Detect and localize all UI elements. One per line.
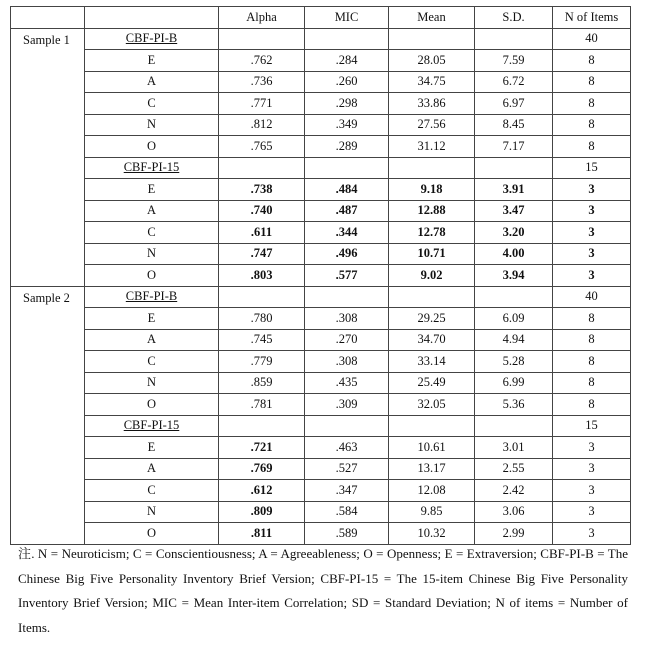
mean-cell: 12.08 (389, 480, 475, 502)
mic-cell: .487 (305, 200, 389, 222)
factor-cell: C (85, 351, 219, 373)
mic-cell: .484 (305, 179, 389, 201)
version-n-items: 15 (553, 415, 631, 437)
header-blank-2 (85, 7, 219, 29)
alpha-cell: .811 (219, 523, 305, 545)
n-cell: 3 (553, 222, 631, 244)
version-row (11, 157, 631, 179)
mic-cell: .584 (305, 501, 389, 523)
alpha-cell: .780 (219, 308, 305, 330)
n-cell: 8 (553, 351, 631, 373)
reliability-table (10, 6, 631, 545)
mean-cell: 9.85 (389, 501, 475, 523)
version-n-items: 40 (553, 286, 631, 308)
note-text: 注. N = Neuroticism; C = Conscientiousness; A = Agreeableness; O = Openness; E = Extraversion; CBF-PI-B = The Chinese Big Five Personality Inventory Brief Version; CBF-PI-15 = The 15-item Chinese Big Five Personality Inventory Brief Version; MIC = Mean Inter-item Correlation; SD = Standard Deviation; N of items = Number of Items. (18, 546, 628, 635)
sd-cell: 3.91 (475, 179, 553, 201)
factor-cell: C (85, 480, 219, 502)
mean-cell: 33.14 (389, 351, 475, 373)
alpha-cell: .740 (219, 200, 305, 222)
table-row (11, 265, 631, 287)
factor-cell: E (85, 308, 219, 330)
version-name: CBF-PI-B (85, 28, 219, 50)
blank-cell (305, 157, 389, 179)
factor-cell: A (85, 71, 219, 93)
blank-cell (389, 286, 475, 308)
sd-cell: 7.17 (475, 136, 553, 158)
sd-cell: 2.55 (475, 458, 553, 480)
n-cell: 8 (553, 93, 631, 115)
n-cell: 3 (553, 480, 631, 502)
alpha-cell: .765 (219, 136, 305, 158)
sd-cell: 4.00 (475, 243, 553, 265)
mean-cell: 34.75 (389, 71, 475, 93)
alpha-cell: .803 (219, 265, 305, 287)
n-cell: 3 (553, 179, 631, 201)
factor-cell: O (85, 136, 219, 158)
factor-cell: A (85, 329, 219, 351)
sd-cell: 3.47 (475, 200, 553, 222)
mic-cell: .344 (305, 222, 389, 244)
table-row (11, 480, 631, 502)
table-row (11, 458, 631, 480)
alpha-cell: .781 (219, 394, 305, 416)
blank-cell (475, 157, 553, 179)
table-row (11, 136, 631, 158)
sd-cell: 6.72 (475, 71, 553, 93)
sd-cell: 5.28 (475, 351, 553, 373)
version-name: CBF-PI-B (85, 286, 219, 308)
mic-cell: .349 (305, 114, 389, 136)
alpha-cell: .612 (219, 480, 305, 502)
mean-cell: 12.88 (389, 200, 475, 222)
table-row (11, 200, 631, 222)
factor-cell: C (85, 93, 219, 115)
table-row (11, 50, 631, 72)
sd-cell: 2.42 (475, 480, 553, 502)
alpha-cell: .809 (219, 501, 305, 523)
table-row (11, 114, 631, 136)
mic-cell: .289 (305, 136, 389, 158)
factor-cell: O (85, 523, 219, 545)
factor-cell: E (85, 437, 219, 459)
factor-cell: C (85, 222, 219, 244)
alpha-cell: .736 (219, 71, 305, 93)
n-cell: 3 (553, 437, 631, 459)
table-row (11, 394, 631, 416)
mean-cell: 10.61 (389, 437, 475, 459)
sd-cell: 2.99 (475, 523, 553, 545)
factor-cell: O (85, 265, 219, 287)
version-row (11, 286, 631, 308)
mic-cell: .589 (305, 523, 389, 545)
mean-cell: 28.05 (389, 50, 475, 72)
n-cell: 8 (553, 71, 631, 93)
n-cell: 8 (553, 329, 631, 351)
blank-cell (219, 157, 305, 179)
mic-cell: .309 (305, 394, 389, 416)
header-alpha: Alpha (219, 7, 305, 29)
blank-cell (305, 415, 389, 437)
alpha-cell: .771 (219, 93, 305, 115)
version-name: CBF-PI-15 (85, 157, 219, 179)
mean-cell: 10.71 (389, 243, 475, 265)
mean-cell: 32.05 (389, 394, 475, 416)
header-mean: Mean (389, 7, 475, 29)
alpha-cell: .859 (219, 372, 305, 394)
sd-cell: 6.99 (475, 372, 553, 394)
mic-cell: .577 (305, 265, 389, 287)
alpha-cell: .611 (219, 222, 305, 244)
factor-cell: N (85, 372, 219, 394)
mic-cell: .347 (305, 480, 389, 502)
alpha-cell: .779 (219, 351, 305, 373)
mean-cell: 33.86 (389, 93, 475, 115)
mic-cell: .298 (305, 93, 389, 115)
reliability-table-frame (10, 6, 630, 545)
sd-cell: 3.06 (475, 501, 553, 523)
n-cell: 8 (553, 394, 631, 416)
mean-cell: 10.32 (389, 523, 475, 545)
factor-cell: N (85, 243, 219, 265)
n-cell: 8 (553, 50, 631, 72)
mean-cell: 9.02 (389, 265, 475, 287)
sd-cell: 8.45 (475, 114, 553, 136)
blank-cell (389, 415, 475, 437)
n-cell: 3 (553, 501, 631, 523)
mean-cell: 12.78 (389, 222, 475, 244)
n-cell: 3 (553, 458, 631, 480)
alpha-cell: .747 (219, 243, 305, 265)
blank-cell (389, 28, 475, 50)
factor-cell: A (85, 200, 219, 222)
sd-cell: 5.36 (475, 394, 553, 416)
mean-cell: 13.17 (389, 458, 475, 480)
blank-cell (475, 286, 553, 308)
mean-cell: 25.49 (389, 372, 475, 394)
alpha-cell: .762 (219, 50, 305, 72)
blank-cell (389, 157, 475, 179)
mean-cell: 27.56 (389, 114, 475, 136)
mic-cell: .463 (305, 437, 389, 459)
alpha-cell: .721 (219, 437, 305, 459)
header-row (11, 7, 631, 29)
table-row (11, 179, 631, 201)
factor-cell: E (85, 179, 219, 201)
factor-cell: N (85, 501, 219, 523)
n-cell: 8 (553, 372, 631, 394)
table-row (11, 308, 631, 330)
mean-cell: 9.18 (389, 179, 475, 201)
blank-cell (219, 28, 305, 50)
n-cell: 3 (553, 243, 631, 265)
table-note (18, 542, 628, 640)
table-row (11, 243, 631, 265)
table-row (11, 222, 631, 244)
alpha-cell: .769 (219, 458, 305, 480)
version-name: CBF-PI-15 (85, 415, 219, 437)
table-row (11, 372, 631, 394)
table-row (11, 71, 631, 93)
sd-cell: 4.94 (475, 329, 553, 351)
mic-cell: .435 (305, 372, 389, 394)
sample-label: Sample 2 (11, 286, 85, 544)
sd-cell: 3.20 (475, 222, 553, 244)
blank-cell (219, 415, 305, 437)
sd-cell: 6.09 (475, 308, 553, 330)
mean-cell: 31.12 (389, 136, 475, 158)
mic-cell: .284 (305, 50, 389, 72)
version-n-items: 40 (553, 28, 631, 50)
mic-cell: .308 (305, 351, 389, 373)
mic-cell: .308 (305, 308, 389, 330)
mic-cell: .496 (305, 243, 389, 265)
blank-cell (305, 286, 389, 308)
mean-cell: 34.70 (389, 329, 475, 351)
table-row (11, 501, 631, 523)
mic-cell: .260 (305, 71, 389, 93)
blank-cell (219, 286, 305, 308)
factor-cell: N (85, 114, 219, 136)
mean-cell: 29.25 (389, 308, 475, 330)
header-sd: S.D. (475, 7, 553, 29)
table-row (11, 351, 631, 373)
table-row (11, 437, 631, 459)
factor-cell: O (85, 394, 219, 416)
factor-cell: A (85, 458, 219, 480)
sd-cell: 3.94 (475, 265, 553, 287)
n-cell: 3 (553, 200, 631, 222)
n-cell: 8 (553, 114, 631, 136)
version-row (11, 415, 631, 437)
version-row (11, 28, 631, 50)
n-cell: 3 (553, 523, 631, 545)
alpha-cell: .812 (219, 114, 305, 136)
sd-cell: 6.97 (475, 93, 553, 115)
header-blank-1 (11, 7, 85, 29)
table-row (11, 93, 631, 115)
n-cell: 8 (553, 136, 631, 158)
blank-cell (305, 28, 389, 50)
mic-cell: .527 (305, 458, 389, 480)
factor-cell: E (85, 50, 219, 72)
table-body (11, 7, 631, 545)
version-n-items: 15 (553, 157, 631, 179)
blank-cell (475, 415, 553, 437)
table-row (11, 523, 631, 545)
blank-cell (475, 28, 553, 50)
header-n-items: N of Items (553, 7, 631, 29)
sd-cell: 7.59 (475, 50, 553, 72)
alpha-cell: .738 (219, 179, 305, 201)
table-row (11, 329, 631, 351)
header-mic: MIC (305, 7, 389, 29)
mic-cell: .270 (305, 329, 389, 351)
n-cell: 8 (553, 308, 631, 330)
sd-cell: 3.01 (475, 437, 553, 459)
n-cell: 3 (553, 265, 631, 287)
alpha-cell: .745 (219, 329, 305, 351)
sample-label: Sample 1 (11, 28, 85, 286)
